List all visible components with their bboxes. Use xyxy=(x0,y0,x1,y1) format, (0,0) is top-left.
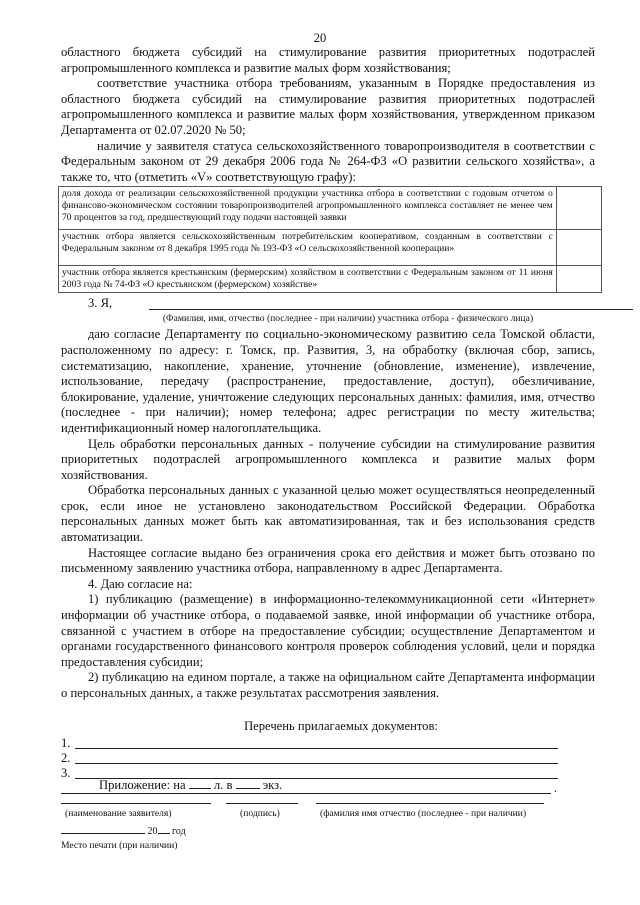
documents-heading: Перечень прилагаемых документов: xyxy=(244,719,438,733)
appendix-line: Приложение: на л. в экз. xyxy=(99,778,283,792)
consent-item-3 xyxy=(61,296,595,312)
stamp-note: Место печати (при наличии) xyxy=(61,840,178,851)
document-line[interactable]: 3. xyxy=(61,766,561,781)
paragraph-requirements: соответствие участника отбора требованиям, указанным в Порядке предоставления из областного бюджета субсидий на стимулирование развития приоритетных подотраслей агропромышленного комплекса и развитие малых форм хозяйствования, утвержденном приказом Департамента от 02.07.2020 № 50; xyxy=(61,76,595,137)
status-option-text: доля дохода от реализации сельскохозяйственной продукции участника отбора в соответствии с годовым отчетом о финансово-экономическом состоянии товаропроизводителей агропромышленного комплекса составляет не менее чем 70 процентов за год, предшествующий году подачи настоящей заявки xyxy=(59,187,557,230)
copies-count-field[interactable] xyxy=(236,777,260,789)
full-name-caption: (фамилия имя отчество (последнее - при наличии) xyxy=(320,808,527,819)
document-body xyxy=(61,45,595,702)
date-line: 20 год xyxy=(61,823,186,837)
full-name-field[interactable] xyxy=(316,803,544,804)
applicant-name-field[interactable] xyxy=(61,803,211,804)
status-checkbox-cell[interactable] xyxy=(556,230,601,266)
paragraph-status: наличие у заявителя статуса сельскохозяйственного товаропроизводителя в соответствии с Федеральным законом от 29 декабря 2006 года № 264-ФЗ «О развитии сельского хозяйства», а также то, что (отметить «V» соответствующую графу): xyxy=(61,138,595,184)
name-field-caption: (Фамилия, имя, отчество (последнее - при наличии) участника отбора - физического лица) xyxy=(162,313,534,325)
table-row xyxy=(59,187,602,230)
document-line[interactable]: 1. xyxy=(61,736,561,751)
item-3-label: 3. Я, xyxy=(88,296,113,311)
date-day-month-field[interactable] xyxy=(61,823,145,834)
status-checkbox-cell[interactable] xyxy=(556,266,601,293)
consent-term: Обработка персональных данных с указанной целью может осуществляться неопределенный срок, если иное не установлено законодательством Российской Федерации. Обработка персональных данных может быть как автоматизированная, так и без использования средств автоматизации. xyxy=(61,483,595,545)
table-row xyxy=(59,266,602,293)
consent-purpose: Цель обработки персональных данных - получение субсидии на стимулирование развития приоритетных подотраслей агропромышленного комплекса и развитие малых форм хозяйствования. xyxy=(61,436,595,482)
status-option-text: участник отбора является крестьянским (фермерским) хозяйством в соответствии с Федеральным законом от 11 июня 2003 года № 74-ФЗ «О крестьянском (фермерском) хозяйстве» xyxy=(59,266,557,293)
applicant-caption: (наименование заявителя) xyxy=(65,808,172,819)
consent-portal: 2) публикацию на едином портале, а также на официальном сайте Департамента информации о персональных данных, а также результатах рассмотрения заявления. xyxy=(61,670,595,700)
consent-validity: Настоящее согласие выдано без ограничения срока его действия и может быть отозвано по письменному заявлению участника отбора, направленному в адрес Департамента. xyxy=(61,545,595,576)
name-field-line[interactable] xyxy=(149,309,633,310)
date-year-field[interactable] xyxy=(158,823,170,834)
table-row xyxy=(59,230,602,266)
status-option-text: участник отбора является сельскохозяйственным потребительским кооперативом, созданным в соответствии с Федеральным законом от 8 декабря 1995 года № 193-ФЗ «О сельскохозяйственной кооперации» xyxy=(59,230,557,266)
status-table xyxy=(58,186,602,293)
consent-publication: 1) публикацию (размещение) в информационно-телекоммуникационной сети «Интернет» информации об участнике отбора, о подаваемой заявке, иной информации об участнике отбора, связанной с участием в отборе на предоставление субсидии; осуществление Департаментом и органами государственного финансового контроля проверок соблюдения условий, цели и порядка предоставления субсидии; xyxy=(61,592,595,669)
status-checkbox-cell[interactable] xyxy=(556,187,601,230)
consent-item-4-label: 4. Даю согласие на: xyxy=(88,576,193,591)
pages-count-field[interactable] xyxy=(189,777,211,789)
consent-processing: даю согласие Департаменту по социально-экономическому развитию села Томской области, расположенному по адресу: г. Томск, пр. Развития, 3, на обработку (включая сбор, запись, систематизацию, накопление, хранение, уточнение (обновление, изменение), извлечение, использование, передачу (распространение, предоставление, доступ), обезличивание, блокирование, удаление, уничтожение следующих персональных данных: фамилия, имя, отчество (последнее - при наличии); номер телефона; адрес регистрации по месту жительства; идентификационный номер налогоплательщика. xyxy=(61,327,595,435)
page-number: 20 xyxy=(313,31,327,45)
signature-caption: (подпись) xyxy=(240,808,280,819)
document-line-extra[interactable]: . xyxy=(61,781,561,796)
signature-field[interactable] xyxy=(226,803,298,804)
paragraph-budget: областного бюджета субсидий на стимулирование развития приоритетных подотраслей агропромышленного комплекса и развитие малых форм хозяйствования; xyxy=(61,45,595,75)
document-line[interactable]: 2. xyxy=(61,751,561,766)
